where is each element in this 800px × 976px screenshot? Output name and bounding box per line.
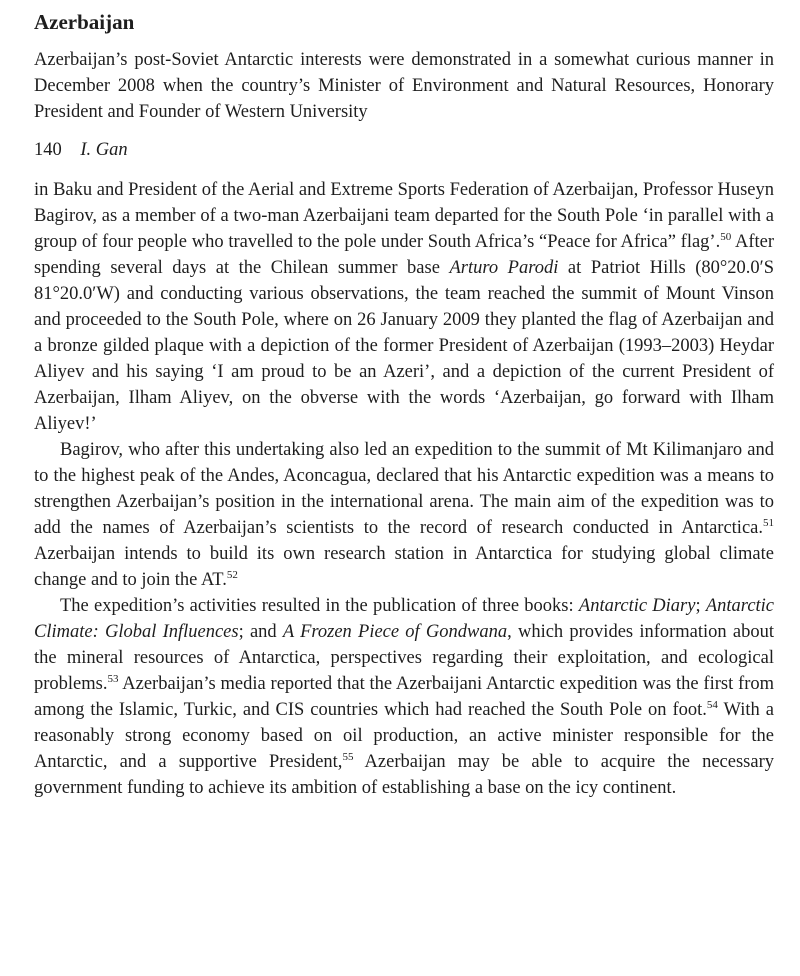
paragraph2-text-1: Bagirov, who after this undertaking also led an expedition to the summit of Mt Kilimanjaro and to the highest peak of the Andes, Aconcagua, declared that his Antarctic expedition was a means to strengthen Azerbaijan’s position in the international arena. The main aim of the expedition was to add the names of Azerbaijan’s scientists to the record of research conducted in Antarctica. <box>34 440 774 538</box>
footnote-marker-50: 50 <box>720 230 732 243</box>
footnote-marker-55: 55 <box>342 750 354 763</box>
footnote-marker-54: 54 <box>706 698 718 711</box>
section-heading: Azerbaijan <box>34 10 135 34</box>
page-number: 140 <box>34 140 62 160</box>
body-paragraph-1 <box>34 177 774 437</box>
paragraph1-text-2: After spending several days at the Chilean summer base <box>34 232 775 278</box>
book-title-3: A Frozen Piece of Gondwana <box>282 622 508 642</box>
running-head <box>34 137 774 163</box>
footnote-marker-51: 51 <box>763 516 774 529</box>
intro-paragraph: Azerbaijan’s post-Soviet Antarctic interests were demonstrated in a somewhat curious manner in December 2008 when the country’s Minister of Environment and Natural Resources, Honorary President and Founder of Western University <box>34 50 774 122</box>
paragraph3-text-1: The expedition’s activities resulted in the publication of three books: <box>60 596 579 616</box>
paragraph1-text-1: in Baku and President of the Aerial and Extreme Sports Federation of Azerbaijan, Professor Huseyn Bagirov, as a member of a two-man Azerbaijani team departed for the South Pole ‘in parallel with a group of four people who travelled to the pole under South Africa’s “Peace for Africa” flag’. <box>34 180 774 252</box>
paragraph3-text-4: , which provides information about the mineral resources of Antarctica, perspectives regarding their exploitation, and ecological problems. <box>34 622 774 694</box>
book-title-1: Antarctic Diary <box>578 596 696 616</box>
footnote-marker-52: 52 <box>226 568 238 581</box>
footnote-marker-53: 53 <box>107 672 119 685</box>
paragraph2-text-2: Azerbaijan intends to build its own research station in Antarctica for studying global climate change and to join the AT. <box>34 544 774 590</box>
base-name: Arturo Parodi <box>449 258 559 278</box>
running-head-author: I. Gan <box>80 140 128 160</box>
paragraph3-text-6: With a reasonably strong economy based on oil production, an active minister responsible for the Antarctic, and a supportive President, <box>34 700 774 772</box>
body-paragraph-2 <box>34 437 774 593</box>
body-paragraph-3 <box>34 593 774 801</box>
paragraph3-text-5: Azerbaijan’s media reported that the Azerbaijani Antarctic expedition was the first from among the Islamic, Turkic, and CIS countries which had reached the South Pole on foot. <box>34 674 774 720</box>
paragraph1-text-3: at Patriot Hills (80°20.0′S 81°20.0′W) and conducting various observations, the team reached the summit of Mount Vinson and proceeded to the South Pole, where on 26 January 2009 they planted the flag of Azerbaijan and a bronze gilded plaque with a depiction of the former President of Azerbaijan (1993–2003) Heydar Aliyev and his saying ‘I am proud to be an Azeri’, and a depiction of the current President of Azerbaijan, Ilham Aliyev, on the obverse with the words ‘Azerbaijan, go forward with Ilham Aliyev!’ <box>34 258 775 434</box>
paragraph3-text-7: Azerbaijan may be able to acquire the necessary government funding to achieve its ambition of establishing a base on the icy continent. <box>34 752 774 798</box>
paragraph3-text-3: ; and <box>238 622 283 642</box>
book-title-2: Antarctic Climate: Global Influences <box>34 596 775 642</box>
paragraph3-text-2: ; <box>695 596 706 616</box>
